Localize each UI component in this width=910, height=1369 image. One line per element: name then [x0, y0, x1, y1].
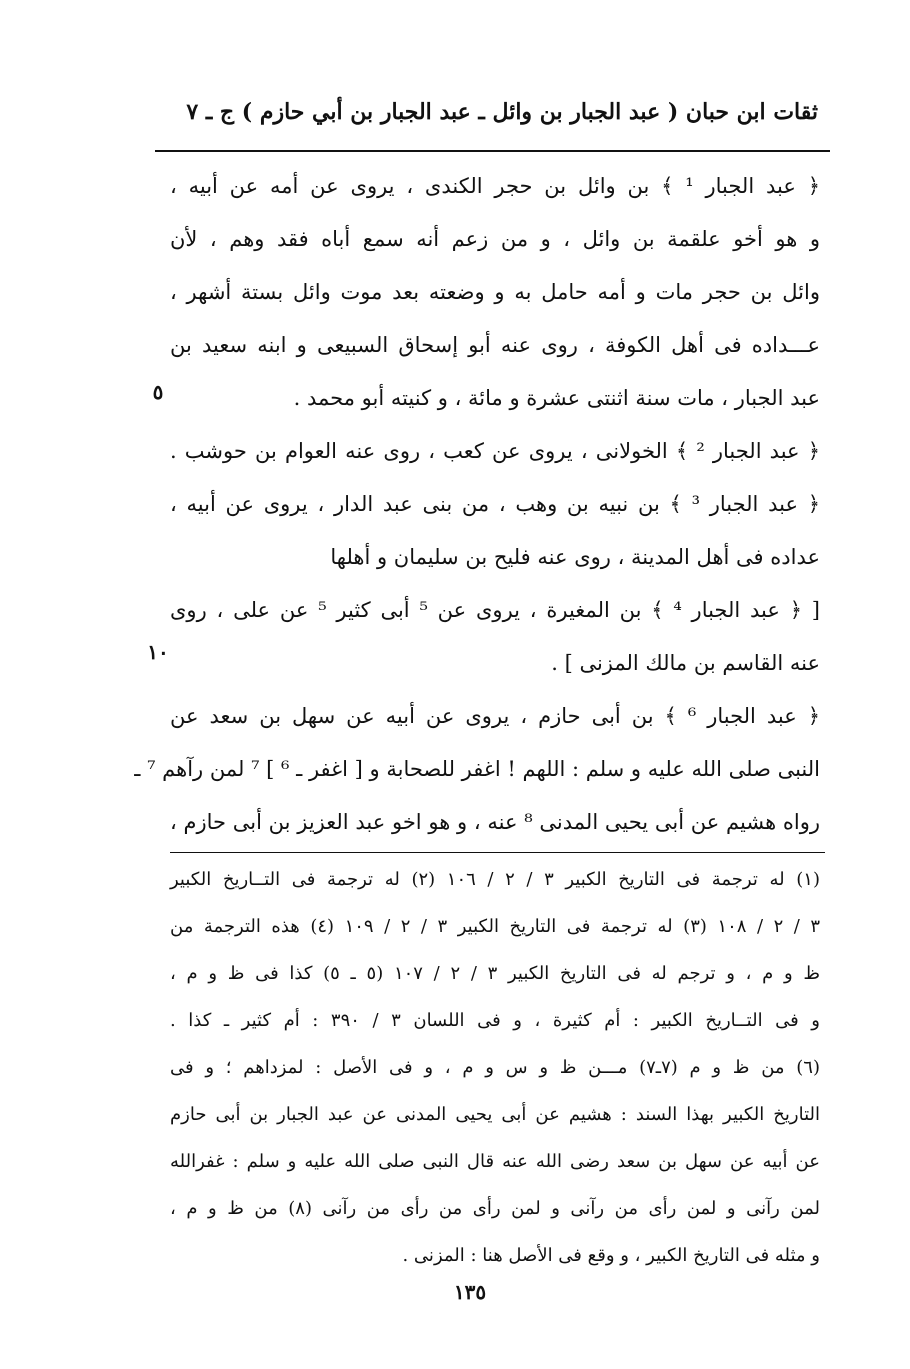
footnote-line: ظ و م ، و ترجم له فى التاريخ الكبير ٣ / ٢ / ١٠٧ (٥ ـ ٥) كذا فى ظ و م ، [170, 963, 821, 984]
text-line: [ ﴿ عبد الجبار ⁴ ﴾ بن المغيرة ، يروى عن ⁵ أبى كثير ⁵ عن على ، روى [170, 598, 820, 622]
margin-line-number: ٥ [152, 380, 164, 404]
footnote-line: التاريخ الكبير بهذا السند : هشيم عن أبى يحيى المدنى عن عبد الجبار بن أبى حازم [170, 1104, 820, 1125]
footnote-line: ٣ / ٢ / ١٠٨ (٣) له ترجمة فى التاريخ الكبير ٣ / ٢ / ١٠٩ (٤) هذه الترجمة من [170, 916, 821, 937]
footnote-line: (١) له ترجمة فى التاريخ الكبير ٣ / ٢ / ١٠٦ (٢) له ترجمة فى التــاريخ الكبير [170, 869, 820, 890]
text-line: النبى صلى الله عليه و سلم : اللهم ! اغفر للصحابة و [ اغفر ـ ⁶ ] ⁷ لمن رآهم ⁷ ـ [134, 757, 820, 781]
running-header: ثقات ابن حبان ( عبد الجبار بن وائل ـ عبد الجبار بن أبي حازم ) ج ـ ٧ [186, 99, 818, 125]
text-line: عـــداده فى أهل الكوفة ، روى عنه أبو إسحاق السبيعى و ابنه سعيد بن [170, 333, 820, 357]
text-line: ﴿ عبد الجبار ³ ﴾ بن نبيه بن وهب ، من بنى عبد الدار ، يروى عن أبيه ، [170, 492, 821, 516]
text-line: وائل بن حجر مات و أمه حامل به و وضعته بعد موت وائل بستة أشهر ، [170, 280, 821, 304]
header-rule [155, 150, 830, 152]
text-line: ﴿ عبد الجبار ⁶ ﴾ بن أبى حازم ، يروى عن أبيه عن سهل بن سعد عن [170, 704, 820, 728]
footnotes [170, 856, 820, 1279]
text-line: عنه القاسم بن مالك المزنى ] . [551, 651, 820, 675]
text-line: ﴿ عبد الجبار ² ﴾ الخولانى ، يروى عن كعب ، روى عنه العوام بن حوشب . [170, 439, 820, 463]
text-line: ﴿ عبد الجبار ¹ ﴾ بن وائل بن حجر الكندى ، يروى عن أمه عن أبيه ، [170, 174, 820, 198]
text-line: و هو أخو علقمة بن وائل ، و من زعم أنه سمع أباه فقد وهم ، لأن [170, 227, 820, 251]
footnote-line: لمن رآنى و لمن رأى من رآنى و لمن رأى من رأى من رآنى (٨) من ظ و م ، [170, 1198, 820, 1219]
footnote-line: و مثله فى التاريخ الكبير ، و وقع فى الأصل هنا : المزنى . [402, 1245, 820, 1266]
page-number: ١٣٥ [453, 1280, 487, 1304]
footnote-line: (٦) من ظ و م (٧ـ٧) مـــن ظ و س و م ، و فى الأصل : لمزداهم ؛ و فى [170, 1057, 820, 1078]
text-line: رواه هشيم عن أبى يحيى المدنى ⁸ عنه ، و هو اخو عبد العزيز بن أبى حازم ، [170, 810, 820, 834]
text-line: عبد الجبار ، مات سنة اثنتى عشرة و مائة ، و كنيته أبو محمد . [293, 386, 820, 410]
footnote-line: و فى التــاريخ الكبير : أم كثيرة ، و فى اللسان ٣ / ٣٩٠ : أم كثير ـ كذا . [170, 1010, 820, 1031]
footnote-line: عن أبيه عن سهل بن سعد رضى الله عنه قال النبى صلى الله عليه و سلم : غفرالله [170, 1151, 820, 1172]
footnote-rule [170, 852, 825, 853]
margin-line-number: ١٠ [147, 640, 169, 664]
text-line: عداده فى أهل المدينة ، روى عنه فليح بن سليمان و أهلها [330, 545, 820, 569]
